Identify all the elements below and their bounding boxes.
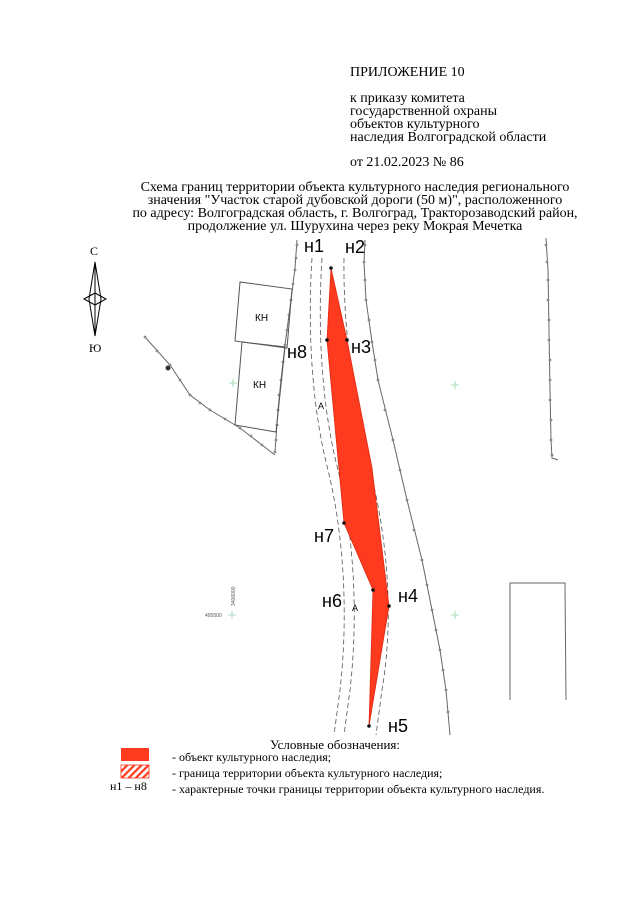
order-line-1: к приказу комитета [350,91,465,106]
point-label-n5: н5 [388,716,408,736]
point-label-n3: н3 [351,337,371,357]
buildings [235,282,292,432]
order-date: от 21.02.2023 № 86 [350,155,464,170]
scheme-title-line-2: значения "Участок старой дубовской дороги (50 м)", расположенного [147,193,563,208]
order-line-2: государственной охраны [350,104,498,119]
grid-label-x: 495500 [205,613,222,619]
survey-marker [166,366,171,371]
legend-object-swatch [121,748,149,761]
grid-label-y: 3406000 [231,586,237,606]
legend-title: Условные обозначения: [270,737,401,752]
road-mark-1: А [318,401,325,411]
compass-rose-icon [84,262,106,336]
legend-boundary-swatch [121,765,149,778]
legend-boundary-text: - граница территории объекта культурного наследия; [172,766,443,780]
compass-north-label: С [90,244,99,258]
scheme-title-line-4: продолжение ул. Шурухина через реку Мокрая Мечетка [187,219,523,234]
order-line-4: наследия Волгоградской области [350,130,547,145]
point-label-n6: н6 [322,591,342,611]
point-label-n4: н4 [398,586,418,606]
point-label-n7: н7 [314,526,334,546]
point-label-n2: н2 [345,237,365,257]
road-mark-2: А [352,603,359,613]
legend-object-text: - объект культурного наследия; [172,750,332,764]
order-line-3: объектов культурного [350,117,480,132]
legend-points-text: - характерные точки границы территории объекта культурного наследия. [172,782,545,796]
point-label-n1: н1 [304,236,324,256]
building-label-1: КН [255,313,269,324]
point-label-n8: н8 [287,342,307,362]
scheme-title-line-3: по адресу: Волгоградская область, г. Волгоград, Тракторозаводский район, [132,206,578,221]
compass-south-label: Ю [89,341,102,355]
appendix-number: ПРИЛОЖЕНИЕ 10 [350,65,465,80]
building-label-2: КН [253,380,267,391]
scheme-title-line-1: Схема границ территории объекта культурного наследия регионального [140,180,570,195]
legend-points-code: н1 – н8 [110,779,147,793]
